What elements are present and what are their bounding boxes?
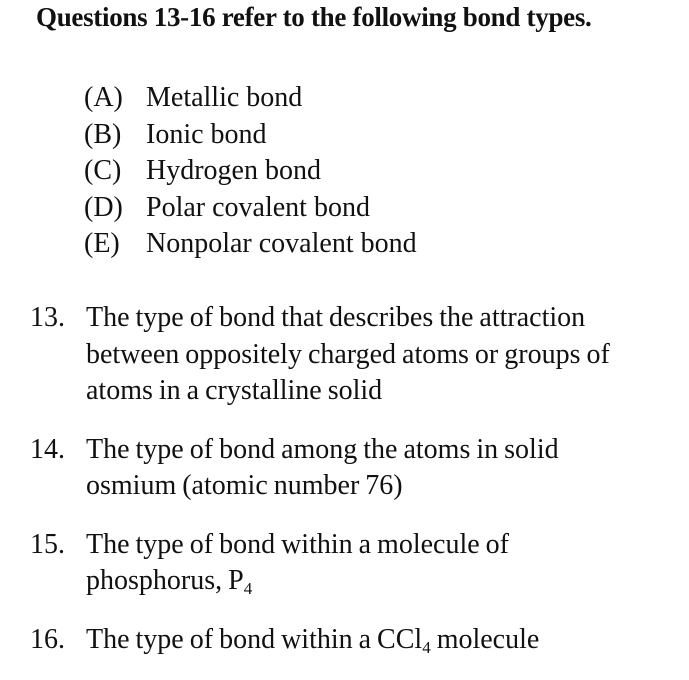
choice-text: Polar covalent bond bbox=[146, 191, 370, 223]
formula-subscript: 4 bbox=[243, 579, 253, 598]
choice-letter: (E) bbox=[84, 228, 120, 259]
choice-text: Metallic bond bbox=[146, 82, 303, 113]
choice-text: Nonpolar covalent bond bbox=[146, 228, 417, 259]
choice-letter: (C) bbox=[84, 155, 122, 186]
question-text bbox=[86, 432, 685, 505]
question-line: The type of bond within a molecule of bbox=[86, 528, 509, 560]
question-text bbox=[86, 300, 685, 410]
formula-suffix: molecule bbox=[430, 623, 540, 655]
question-line: atoms in a crystalline solid bbox=[86, 375, 383, 406]
question-text bbox=[86, 622, 685, 659]
choice-letter: (B) bbox=[84, 118, 122, 150]
question-line bbox=[86, 622, 685, 659]
choice-text: Hydrogen bond bbox=[146, 155, 321, 186]
question-number: 13. bbox=[30, 302, 65, 333]
bond-type-list bbox=[84, 80, 417, 263]
choice-letter: (D) bbox=[84, 191, 123, 223]
question-line: osmium (atomic number 76) bbox=[86, 470, 403, 501]
question-14 bbox=[30, 432, 685, 505]
question-text bbox=[86, 527, 685, 600]
question-line: The type of bond among the atoms in solid bbox=[86, 433, 559, 465]
formula-prefix: phosphorus, P bbox=[86, 565, 244, 596]
choice-c bbox=[84, 153, 417, 190]
question-15 bbox=[30, 527, 685, 600]
formula-subscript: 4 bbox=[422, 637, 431, 657]
question-line bbox=[86, 563, 685, 600]
question-16 bbox=[30, 622, 685, 659]
question-13 bbox=[30, 300, 685, 410]
question-line: The type of bond that describes the attraction bbox=[86, 302, 586, 333]
section-heading: Questions 13-16 refer to the following bond types. bbox=[36, 2, 592, 32]
choice-a bbox=[84, 80, 417, 117]
choice-letter: (A) bbox=[84, 82, 123, 113]
formula-prefix: The type of bond within a CCl bbox=[86, 623, 423, 655]
choice-b bbox=[84, 117, 417, 154]
question-list bbox=[30, 300, 685, 680]
choice-e bbox=[84, 226, 417, 263]
question-number: 14. bbox=[30, 433, 65, 465]
choice-d bbox=[84, 190, 417, 227]
choice-text: Ionic bond bbox=[146, 118, 267, 150]
question-number: 15. bbox=[30, 528, 65, 560]
question-line: between oppositely charged atoms or groups of bbox=[86, 338, 610, 370]
question-number: 16. bbox=[30, 623, 65, 655]
